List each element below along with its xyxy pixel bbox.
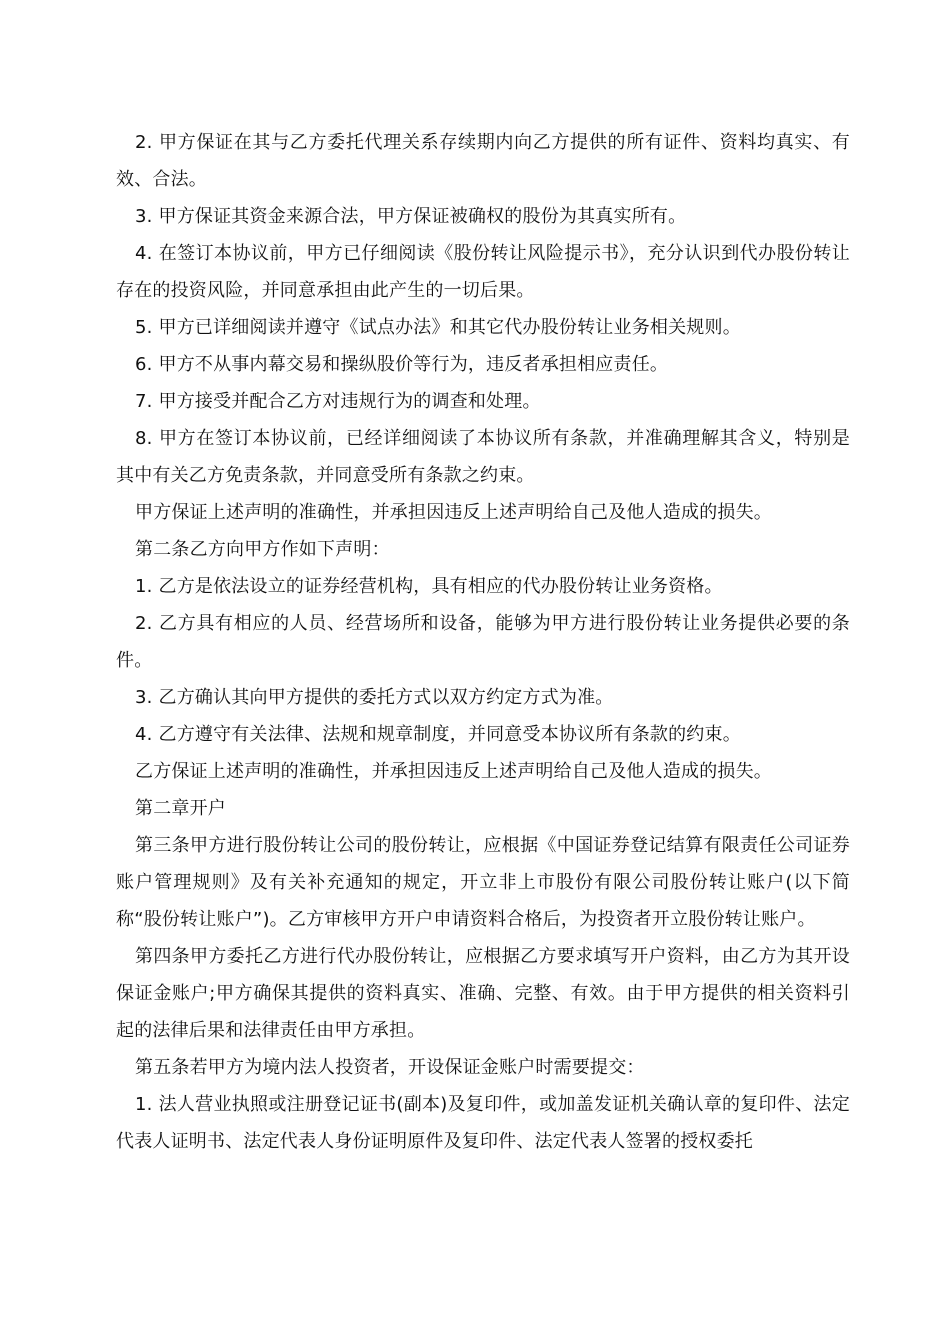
paragraph-clause-6: 6. 甲方不从事内幕交易和操纵股价等行为，违反者承担相应责任。 bbox=[135, 354, 669, 375]
paragraph-party-b-guarantee: 乙方保证上述声明的准确性，并承担因违反上述声明给自己及他人造成的损失。 bbox=[135, 761, 772, 782]
paragraph-clause-2: 2. 甲方保证在其与乙方委托代理关系存续期内向乙方提供的所有证件、资料均真实、有效、合法。 bbox=[116, 132, 850, 190]
article-2-heading: 第二条乙方向甲方作如下声明： bbox=[135, 539, 390, 560]
article-3-paragraph: 第三条甲方进行股份转让公司的股份转让，应根据《中国证券登记结算有限责任公司证券账户管理规则》及有关补充通知的规定，开立非上市股份有限公司股份转让账户(以下简称“股份转让账户”)。乙方审核甲方开户申请资料合格后，为投资者开立股份转让账户。 bbox=[116, 835, 850, 930]
paragraph-b-clause-3: 3. 乙方确认其向甲方提供的委托方式以双方约定方式为准。 bbox=[135, 687, 614, 708]
article-5-heading: 第五条若甲方为境内法人投资者，开设保证金账户时需要提交： bbox=[135, 1057, 645, 1078]
paragraph-party-a-guarantee: 甲方保证上述声明的准确性，并承担因违反上述声明给自己及他人造成的损失。 bbox=[135, 502, 772, 523]
paragraph-clause-8: 8. 甲方在签订本协议前，已经详细阅读了本协议所有条款，并准确理解其含义，特别是其中有关乙方免责条款，并同意受所有条款之约束。 bbox=[116, 428, 850, 486]
paragraph-clause-7: 7. 甲方接受并配合乙方对违规行为的调查和处理。 bbox=[135, 391, 541, 412]
article-5-clause-1: 1. 法人营业执照或注册登记证书(副本)及复印件，或加盖发证机关确认章的复印件、法定代表人证明书、法定代表人身份证明原件及复印件、法定代表人签署的授权委托 bbox=[116, 1094, 850, 1152]
paragraph-clause-5: 5. 甲方已详细阅读并遵守《试点办法》和其它代办股份转让业务相关规则。 bbox=[135, 317, 741, 338]
document-page bbox=[116, 124, 850, 1160]
paragraph-clause-3: 3. 甲方保证其资金来源合法，甲方保证被确权的股份为其真实所有。 bbox=[135, 206, 687, 227]
paragraph-b-clause-4: 4. 乙方遵守有关法律、法规和规章制度，并同意受本协议所有条款的约束。 bbox=[135, 724, 741, 745]
paragraph-b-clause-1: 1. 乙方是依法设立的证券经营机构，具有相应的代办股份转让业务资格。 bbox=[135, 576, 723, 597]
paragraph-clause-4: 4. 在签订本协议前，甲方已仔细阅读《股份转让风险提示书》，充分认识到代办股份转让存在的投资风险，并同意承担由此产生的一切后果。 bbox=[116, 243, 850, 301]
chapter-2-heading: 第二章开户 bbox=[135, 798, 226, 819]
paragraph-b-clause-2: 2. 乙方具有相应的人员、经营场所和设备，能够为甲方进行股份转让业务提供必要的条件。 bbox=[116, 613, 850, 671]
article-4-paragraph: 第四条甲方委托乙方进行代办股份转让，应根据乙方要求填写开户资料，由乙方为其开设保证金账户;甲方确保其提供的资料真实、准确、完整、有效。由于甲方提供的相关资料引起的法律后果和法律责任由甲方承担。 bbox=[116, 946, 850, 1041]
